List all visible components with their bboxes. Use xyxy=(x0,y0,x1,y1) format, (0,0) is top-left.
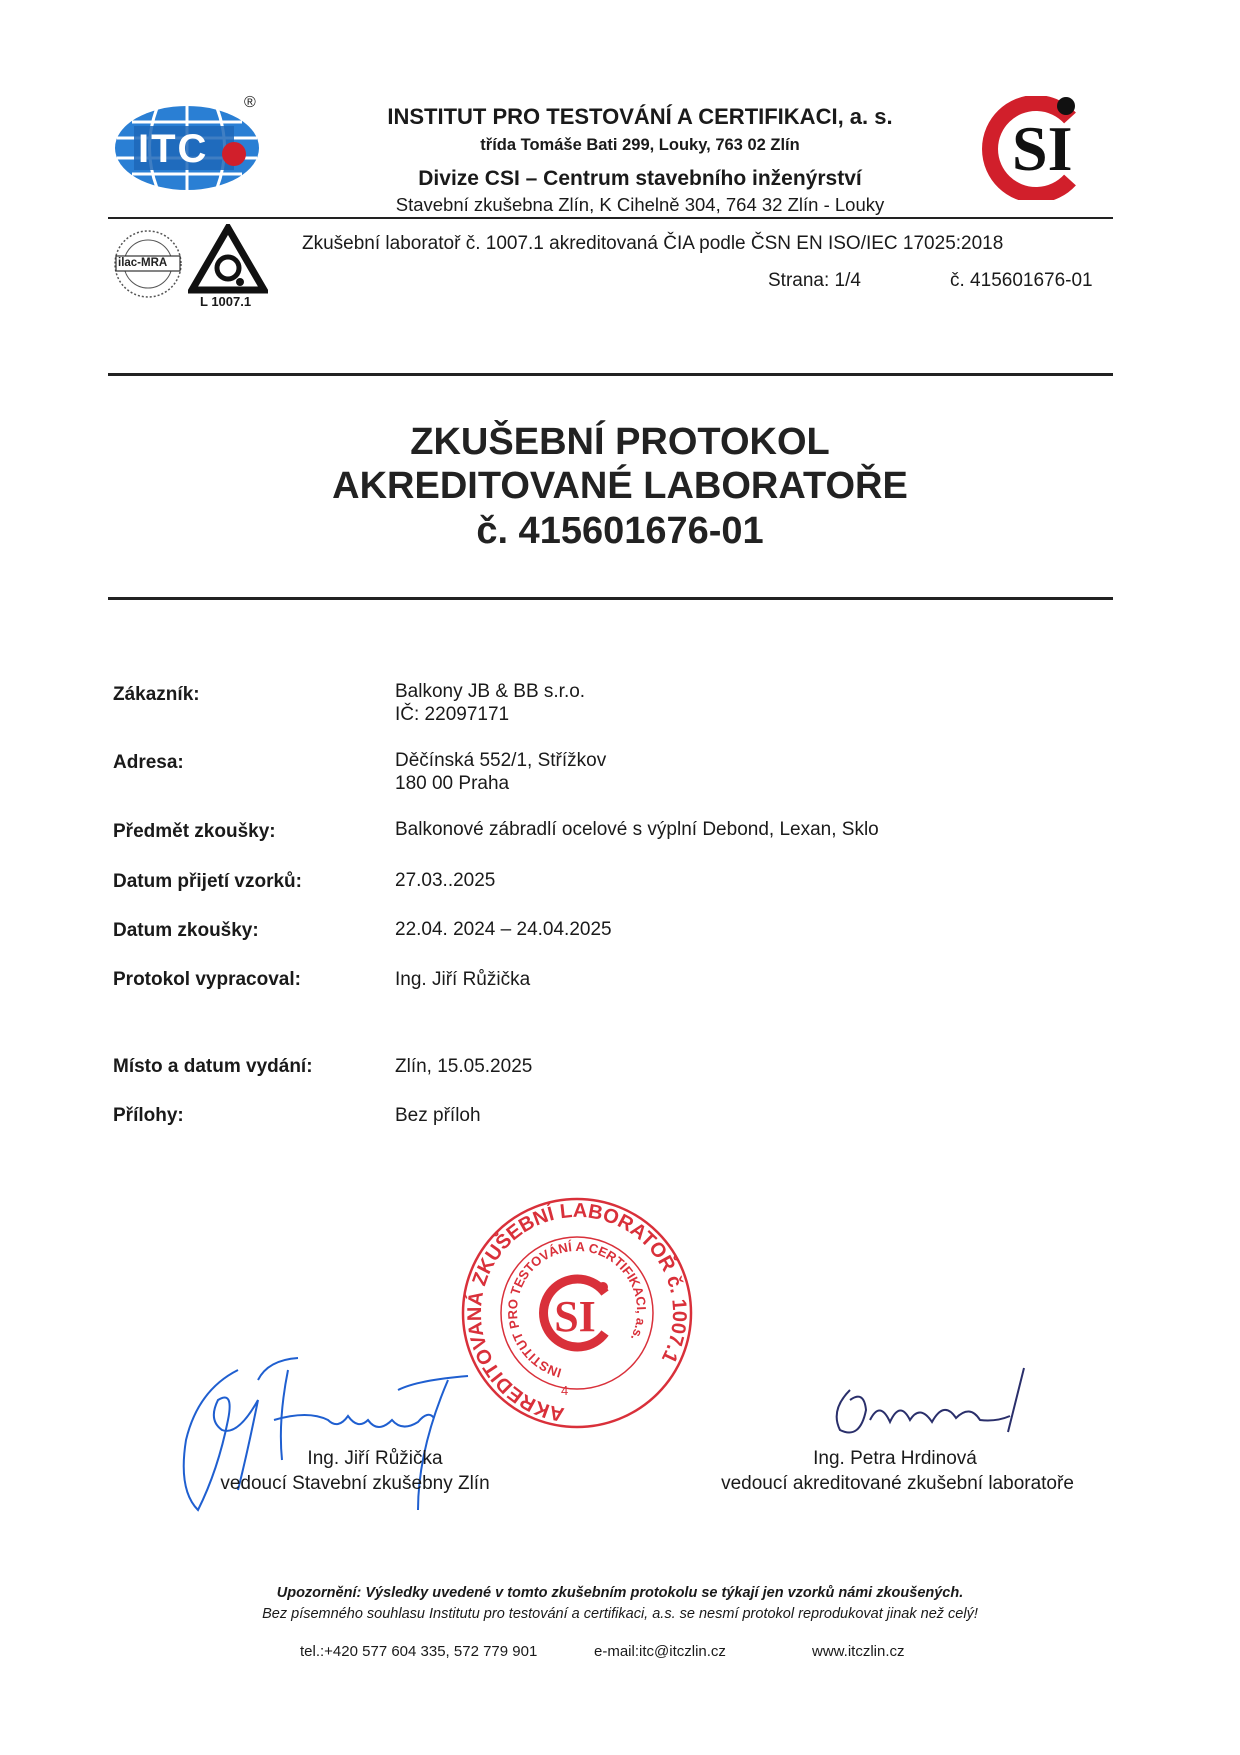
left-signer-name: Ing. Jiří Růžička xyxy=(307,1448,443,1469)
csi-logo-text: SI xyxy=(1012,113,1073,184)
right-signer-name: Ing. Petra Hrdinová xyxy=(813,1448,977,1469)
address-line-1: Děčínská 552/1, Střížkov xyxy=(395,750,607,771)
itc-logo-text: ITC xyxy=(138,127,209,171)
registered-mark: ® xyxy=(244,94,256,111)
attachments-label: Přílohy: xyxy=(113,1105,184,1126)
ilac-logo xyxy=(112,228,184,300)
attachments-value: Bez příloh xyxy=(395,1105,481,1126)
test-date-value: 22.04. 2024 – 24.04.2025 xyxy=(395,919,612,940)
title-line-1: ZKUŠEBNÍ PROTOKOL xyxy=(410,421,830,463)
page-number: Strana: 1/4 xyxy=(768,270,861,291)
footer-phone: tel.:+420 577 604 335, 572 779 901 xyxy=(300,1643,538,1660)
stamp-number: 4 xyxy=(561,1383,569,1398)
division-name: Divize CSI – Centrum stavebního inženýrství xyxy=(418,167,862,190)
received-label: Datum přijetí vzorků: xyxy=(113,871,302,892)
left-signer-role: vedoucí Stavební zkušebny Zlín xyxy=(220,1473,490,1494)
accreditation-text: Zkušební laboratoř č. 1007.1 akreditovaná ČIA podle ČSN EN ISO/IEC 17025:2018 xyxy=(302,233,1004,254)
header-rule xyxy=(108,217,1113,219)
address-line-2: 180 00 Praha xyxy=(395,773,510,794)
stamp-outer-text: AKREDITOVANÁ ZKUŠEBNÍ LABORATOŘ č. 1007.1 xyxy=(463,1199,691,1426)
title-rule-bottom xyxy=(108,597,1113,600)
subject-label: Předmět zkoušky: xyxy=(113,821,276,842)
accreditation-stamp xyxy=(457,1195,697,1431)
footer-website[interactable]: www.itczlin.cz xyxy=(812,1643,905,1660)
ilac-label: ilac-MRA xyxy=(118,257,168,269)
lab-address: Stavební zkušebna Zlín, K Cihelně 304, 764 32 Zlín - Louky xyxy=(395,194,885,215)
cia-triangle-icon xyxy=(188,224,268,294)
cia-code: L 1007.1 xyxy=(200,294,252,309)
cia-logo xyxy=(188,224,268,312)
footer-notice-2: Bez písemného souhlasu Institutu pro testování a certifikaci, a.s. se nesmí protokol reprodukovat jinak než celý! xyxy=(262,1606,978,1622)
test-date-label: Datum zkoušky: xyxy=(113,920,259,941)
customer-name: Balkony JB & BB s.r.o. xyxy=(395,681,586,702)
institute-address: třída Tomáše Bati 299, Louky, 763 02 Zlín xyxy=(480,136,800,154)
subject-value: Balkonové zábradlí ocelové s výplní Debond, Lexan, Sklo xyxy=(395,819,879,840)
right-signature-icon xyxy=(820,1360,1040,1460)
stamp-inner-text: INSTITUT PRO TESTOVÁNÍ A CERTIFIKACI, a.s. xyxy=(504,1238,650,1381)
address-label: Adresa: xyxy=(113,752,184,773)
issue-label: Místo a datum vydání: xyxy=(113,1056,313,1077)
footer-notice-1: Upozornění: Výsledky uvedené v tomto zkušebním protokolu se týkají jen vzorků námi zkoušených. xyxy=(276,1585,964,1601)
svg-text:SI: SI xyxy=(554,1292,596,1341)
footer-email[interactable]: e-mail:itc@itczlin.cz xyxy=(594,1643,726,1660)
title-line-2: AKREDITOVANÉ LABORATOŘE xyxy=(332,465,908,507)
customer-id: IČ: 22097171 xyxy=(395,704,510,725)
protocol-reference: č. 415601676-01 xyxy=(950,270,1093,291)
author-label: Protokol vypracoval: xyxy=(113,969,301,990)
issue-value: Zlín, 15.05.2025 xyxy=(395,1056,533,1077)
customer-label: Zákazník: xyxy=(113,684,200,705)
stamp-seal-icon xyxy=(457,1195,697,1431)
received-value: 27.03..2025 xyxy=(395,870,496,891)
title-line-3: č. 415601676-01 xyxy=(476,510,764,552)
author-value: Ing. Jiří Růžička xyxy=(395,969,531,990)
itc-logo xyxy=(112,94,272,190)
institute-name: INSTITUT PRO TESTOVÁNÍ A CERTIFIKACI, a. s. xyxy=(387,104,893,129)
title-rule-top xyxy=(108,373,1113,376)
right-signer-role: vedoucí akreditované zkušební laboratoře xyxy=(721,1473,1074,1494)
csi-logo xyxy=(978,96,1090,200)
